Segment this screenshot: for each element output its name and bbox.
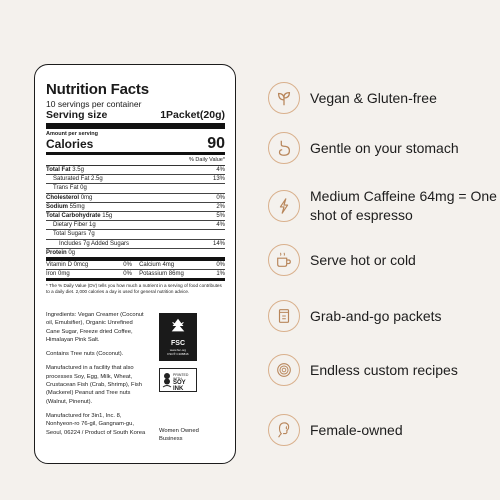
feature-item (268, 187, 498, 225)
feature-item (268, 132, 459, 164)
nutrient-amount: 0g (68, 249, 76, 256)
vegan-leaf-icon (268, 82, 300, 114)
calories-value: 90 (207, 135, 225, 152)
soy-ink-label: SOY INK (173, 380, 186, 392)
nutrient-label: Total Sugars (53, 231, 87, 238)
daily-value-footnote: * The % Daily Value (DV) tells you how much a nutrient in a serving of food contributes to a daily diet. 2,000 calories a day is used for general nutrition advice. (46, 278, 225, 295)
mineral-amount: 0mg (58, 271, 70, 278)
mineral-label: Potassium (139, 271, 168, 278)
mineral-label: Iron (46, 271, 57, 278)
lightning-bolt-icon (268, 190, 300, 222)
nutrient-row (46, 230, 225, 239)
nutrient-label: Total Fat (46, 167, 71, 173)
nutrient-label: Sodium (46, 203, 68, 210)
feature-item (268, 244, 416, 276)
nutrient-amount: 7g (88, 231, 95, 238)
nutrient-dv: 0% (216, 194, 225, 201)
nutrient-row (46, 194, 225, 203)
feature-text: Grab-and-go packets (310, 307, 442, 324)
mineral-amount: 86mg (168, 271, 184, 278)
serving-size-value: 1Packet(20g) (160, 109, 225, 121)
vitamin-label: Vitamin D (46, 262, 72, 269)
nutrient-dv: 14% (212, 240, 225, 247)
nutrient-row (46, 221, 225, 230)
stomach-icon (268, 132, 300, 164)
nutrient-dv: 4% (216, 222, 225, 229)
female-profile-icon (268, 414, 300, 446)
nutrient-row (46, 175, 225, 184)
recipe-swirl-icon (268, 354, 300, 386)
nutrient-label: Protein (46, 249, 67, 256)
feature-text: Medium Caffeine 64mg = One shot of espresso (310, 188, 497, 223)
feature-item (268, 300, 442, 332)
nutrient-amount: 55mg (69, 203, 85, 210)
vitamin-row (46, 270, 225, 278)
nutrient-row (46, 166, 225, 175)
nutrient-label: Total Carbohydrate (46, 213, 101, 220)
nutrient-label: Dietary Fiber (53, 222, 88, 229)
calories-row (46, 137, 225, 155)
nutrient-label: Saturated Fat (53, 176, 90, 183)
soybean-icon (162, 372, 172, 389)
women-owned-text: Women Owned Business (159, 428, 199, 442)
mineral-label: Calcium (139, 262, 161, 269)
feature-item (268, 354, 458, 386)
soy-ink-badge (159, 368, 197, 392)
nutrient-row (46, 203, 225, 212)
feature-text: Female-owned (310, 421, 403, 438)
vitamin-amount: 0mcg (73, 262, 89, 269)
mineral-dv: 0% (216, 262, 225, 269)
serving-size-label: Serving size (46, 109, 108, 121)
feature-item (268, 414, 403, 446)
feature-text: Endless custom recipes (310, 361, 458, 378)
feature-item (268, 82, 437, 114)
calories-label: Calories (46, 137, 94, 151)
nutrition-facts-title: Nutrition Facts (46, 81, 149, 98)
nutrition-label-card (34, 64, 236, 464)
vitamin-row (46, 261, 225, 270)
feature-text: Gentle on your stomach (310, 139, 459, 156)
ingredients-section (46, 311, 146, 443)
mineral-dv: 1% (216, 271, 225, 278)
mineral-dv: 0% (123, 271, 132, 278)
nutrient-dv: 4% (216, 167, 225, 173)
nutrient-dv: 13% (212, 176, 225, 183)
nutrient-label: Includes 7g Added Sugars (59, 240, 130, 247)
contains-text: Contains Tree nuts (Coconut). (46, 351, 124, 358)
nutrient-amount: 1g (89, 222, 96, 229)
soy-printed-with: PRINTED WITH (173, 373, 189, 381)
nutrient-dv: 2% (216, 203, 225, 210)
fsc-code: FSC® C108816 (167, 352, 189, 356)
nutrition-facts-panel (46, 81, 225, 295)
fsc-logo (159, 313, 197, 361)
nutrient-dv: 5% (216, 213, 225, 220)
nutrient-label: Trans Fat (53, 185, 79, 192)
nutrient-amount: 0g (80, 185, 87, 192)
packet-icon (268, 300, 300, 332)
serving-size-row (46, 109, 225, 129)
nutrient-label: Cholesterol (46, 194, 80, 201)
manufacturer-text: Manufactured for 3in1, Inc. 8, Nonhyeon-ro 76-gil, Gangnam-gu, Seoul, 06224 / Product of South Korea (46, 412, 146, 436)
facility-text: Manufactured in a facility that also processes Soy, Egg, Milk, Wheat, Crustacean Fish (Crab, Shrimp), Fish (Mackerel) Peanut and Tree nuts (Walnut, Pinenut). (46, 365, 142, 405)
amount-per-serving: Amount per serving (46, 131, 98, 137)
fsc-label: FSC (171, 340, 185, 347)
hot-cold-cup-icon (268, 244, 300, 276)
nutrient-row (46, 240, 225, 249)
nutrient-row (46, 212, 225, 221)
mineral-amount: 4mg (162, 262, 175, 269)
fsc-url: www.fsc.org (169, 348, 187, 352)
daily-value-header: % Daily Value* (46, 155, 225, 166)
nutrient-row (46, 184, 225, 193)
nutrient-amount: 3.5g (72, 167, 84, 173)
feature-text: Serve hot or cold (310, 251, 416, 268)
nutrient-amount: 15g (102, 213, 113, 220)
servings-per-container: 10 servings per container (46, 99, 142, 109)
feature-text: Vegan & Gluten-free (310, 89, 437, 106)
nutrient-row (46, 249, 225, 261)
nutrient-amount: 0mg (80, 194, 93, 201)
fsc-tree-icon (169, 317, 187, 335)
ingredients-text: Ingredients: Vegan Creamer (Coconut oil, Emulsifier), Organic Unrefined Cane Sugar, Freeze dried Coffee, Himalayan Pink Salt. (46, 312, 144, 343)
nutrient-amount: 2.5g (91, 176, 103, 183)
vitamin-dv: 0% (123, 262, 132, 269)
